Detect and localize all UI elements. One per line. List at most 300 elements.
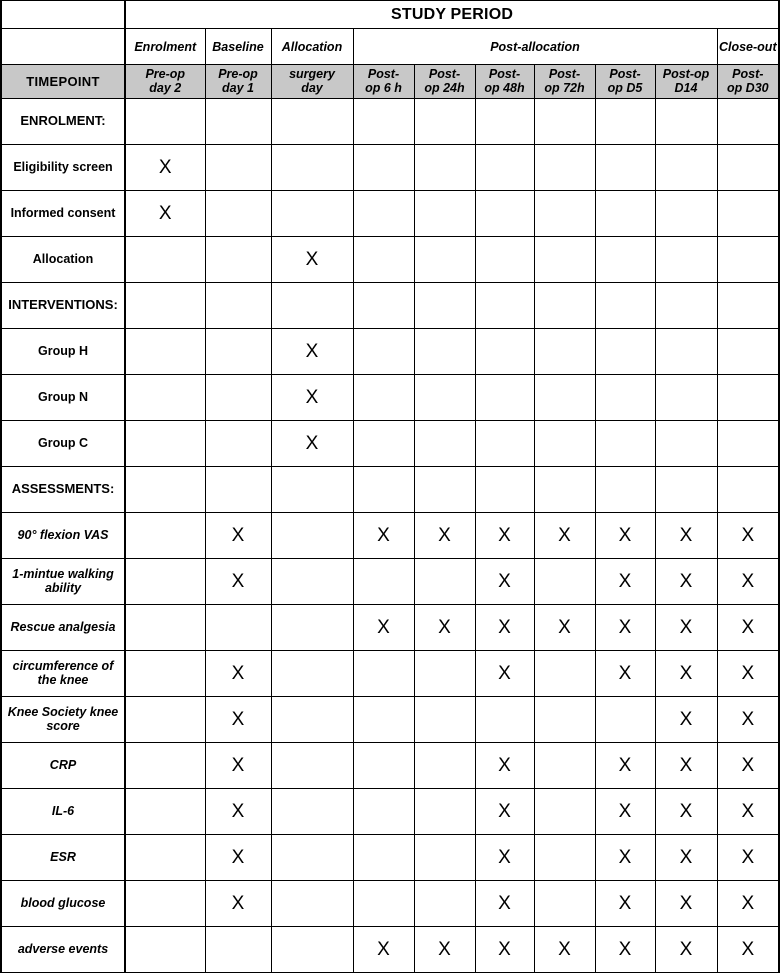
- schedule-mark-cell: [655, 927, 717, 973]
- x-mark: X: [498, 754, 511, 776]
- x-mark: X: [679, 616, 693, 638]
- schedule-cell: [271, 559, 353, 605]
- schedule-cell: [595, 145, 655, 191]
- x-mark: X: [231, 570, 245, 592]
- x-mark: X: [498, 570, 511, 592]
- schedule-mark-cell: [655, 697, 717, 743]
- schedule-cell: [125, 283, 205, 329]
- x-mark: X: [741, 754, 755, 776]
- x-mark: X: [679, 846, 693, 868]
- section-heading: ENROLMENT:: [1, 99, 125, 145]
- x-mark: X: [377, 616, 390, 638]
- x-mark: X: [498, 892, 511, 914]
- schedule-mark-cell: [475, 835, 534, 881]
- schedule-cell: [475, 283, 534, 329]
- schedule-cell: [125, 513, 205, 559]
- schedule-cell: [717, 191, 779, 237]
- schedule-cell: [595, 421, 655, 467]
- x-mark: X: [498, 846, 511, 868]
- table-row: [1, 513, 779, 559]
- x-mark: X: [618, 800, 632, 822]
- schedule-cell: [353, 421, 414, 467]
- study-period-title: STUDY PERIOD: [125, 1, 779, 29]
- schedule-mark-cell: [595, 559, 655, 605]
- schedule-cell: [353, 191, 414, 237]
- x-mark: X: [618, 570, 632, 592]
- timepoint-line2: op 24h: [424, 80, 465, 95]
- schedule-cell: [353, 329, 414, 375]
- x-mark: X: [231, 662, 245, 684]
- schedule-cell: [271, 743, 353, 789]
- timepoint-line1: Post-: [428, 67, 461, 81]
- x-mark: X: [741, 846, 755, 868]
- x-mark: X: [618, 524, 632, 546]
- schedule-cell: [125, 329, 205, 375]
- timepoint-line2: op D5: [607, 80, 643, 95]
- schedule-cell: [125, 651, 205, 697]
- schedule-cell: [205, 421, 271, 467]
- x-mark: X: [231, 708, 245, 730]
- row-label: IL-6: [1, 789, 125, 835]
- schedule-mark-cell: [655, 559, 717, 605]
- schedule-cell: [534, 835, 595, 881]
- schedule-cell: [655, 237, 717, 283]
- table-header: [1, 1, 779, 99]
- x-mark: X: [618, 846, 632, 868]
- timepoint-preop-day1: [205, 65, 271, 99]
- schedule-mark-cell: [475, 513, 534, 559]
- schedule-mark-cell: [414, 605, 475, 651]
- schedule-cell: [414, 467, 475, 513]
- x-mark: X: [377, 524, 390, 546]
- schedule-cell: [353, 835, 414, 881]
- x-mark: X: [679, 524, 693, 546]
- schedule-cell: [475, 421, 534, 467]
- timepoint-line2: op 6 h: [365, 80, 402, 95]
- schedule-mark-cell: [717, 743, 779, 789]
- timepoint-line1: Pre-op: [218, 67, 258, 81]
- table-row: [1, 697, 779, 743]
- table-row: [1, 421, 779, 467]
- timepoint-line1: Post-op: [662, 67, 710, 81]
- schedule-cell: [534, 329, 595, 375]
- schedule-mark-cell: [595, 513, 655, 559]
- schedule-mark-cell: [414, 513, 475, 559]
- schedule-cell: [655, 329, 717, 375]
- table-row: [1, 237, 779, 283]
- schedule-cell: [271, 789, 353, 835]
- schedule-mark-cell: [595, 927, 655, 973]
- timepoint-line1: Post-: [367, 67, 400, 81]
- timepoint-line2: day 1: [222, 80, 254, 95]
- timepoint-line2: op D30: [726, 80, 769, 95]
- schedule-cell: [534, 145, 595, 191]
- table-row: [1, 835, 779, 881]
- row-label: Group N: [1, 375, 125, 421]
- schedule-cell: [595, 237, 655, 283]
- schedule-cell: [271, 605, 353, 651]
- schedule-cell: [595, 191, 655, 237]
- timepoint-postop-d30: [717, 65, 779, 99]
- schedule-cell: [414, 283, 475, 329]
- timepoint-line1: surgery: [289, 67, 335, 81]
- schedule-mark-cell: [205, 697, 271, 743]
- schedule-cell: [475, 145, 534, 191]
- schedule-cell: [717, 237, 779, 283]
- schedule-cell: [125, 697, 205, 743]
- x-mark: X: [158, 202, 172, 224]
- schedule-cell: [271, 191, 353, 237]
- schedule-mark-cell: [655, 513, 717, 559]
- schedule-mark-cell: [205, 651, 271, 697]
- row-label: Allocation: [1, 237, 125, 283]
- schedule-cell: [414, 99, 475, 145]
- schedule-mark-cell: [534, 927, 595, 973]
- schedule-cell: [595, 329, 655, 375]
- schedule-cell: [534, 375, 595, 421]
- x-mark: X: [231, 800, 245, 822]
- schedule-mark-cell: [717, 835, 779, 881]
- schedule-cell: [475, 467, 534, 513]
- x-mark: X: [438, 616, 451, 638]
- phase-close-out: Close-out: [717, 29, 779, 65]
- schedule-cell: [475, 191, 534, 237]
- schedule-mark-cell: [717, 651, 779, 697]
- schedule-cell: [205, 237, 271, 283]
- timepoint-line1: Post-: [488, 67, 521, 81]
- schedule-cell: [655, 283, 717, 329]
- schedule-mark-cell: [655, 743, 717, 789]
- x-mark: X: [498, 938, 511, 960]
- x-mark: X: [679, 800, 693, 822]
- schedule-cell: [353, 697, 414, 743]
- schedule-cell: [205, 605, 271, 651]
- schedule-cell: [205, 283, 271, 329]
- schedule-cell: [414, 651, 475, 697]
- phase-post-allocation: Post-allocation: [353, 29, 717, 65]
- x-mark: X: [377, 938, 390, 960]
- timepoint-line2: day 2: [149, 80, 182, 95]
- schedule-cell: [205, 467, 271, 513]
- phase-baseline: Baseline: [205, 29, 271, 65]
- schedule-mark-cell: [475, 881, 534, 927]
- x-mark: X: [305, 248, 319, 270]
- schedule-cell: [414, 743, 475, 789]
- schedule-cell: [717, 375, 779, 421]
- schedule-cell: [655, 467, 717, 513]
- schedule-mark-cell: [271, 375, 353, 421]
- schedule-cell: [271, 697, 353, 743]
- table-row: [1, 145, 779, 191]
- schedule-cell: [125, 743, 205, 789]
- x-mark: X: [498, 616, 511, 638]
- schedule-cell: [414, 421, 475, 467]
- schedule-cell: [414, 789, 475, 835]
- x-mark: X: [741, 800, 755, 822]
- schedule-cell: [353, 375, 414, 421]
- schedule-mark-cell: [595, 881, 655, 927]
- schedule-cell: [205, 145, 271, 191]
- timepoint-row: [1, 65, 779, 99]
- schedule-cell: [534, 789, 595, 835]
- schedule-cell: [205, 329, 271, 375]
- schedule-cell: [353, 283, 414, 329]
- x-mark: X: [498, 662, 511, 684]
- schedule-mark-cell: [414, 927, 475, 973]
- schedule-cell: [271, 513, 353, 559]
- x-mark: X: [498, 800, 511, 822]
- schedule-cell: [534, 191, 595, 237]
- schedule-cell: [534, 697, 595, 743]
- x-mark: X: [438, 938, 451, 960]
- timepoint-line1: Post-: [732, 67, 764, 81]
- schedule-cell: [125, 421, 205, 467]
- schedule-cell: [205, 375, 271, 421]
- schedule-cell: [655, 145, 717, 191]
- table-body: [1, 99, 779, 973]
- schedule-cell: [353, 467, 414, 513]
- x-mark: X: [558, 616, 571, 638]
- schedule-mark-cell: [205, 513, 271, 559]
- x-mark: X: [231, 524, 245, 546]
- x-mark: X: [741, 616, 755, 638]
- row-label: CRP: [1, 743, 125, 789]
- section-heading-row: [1, 99, 779, 145]
- x-mark: X: [231, 754, 245, 776]
- phase-enrolment: Enrolment: [125, 29, 205, 65]
- schedule-cell: [717, 467, 779, 513]
- phase-row: [1, 29, 779, 65]
- schedule-mark-cell: [205, 743, 271, 789]
- timepoint-postop-72h: [534, 65, 595, 99]
- timepoint-line2: day: [301, 80, 323, 95]
- x-mark: X: [741, 570, 755, 592]
- x-mark: X: [741, 892, 755, 914]
- x-mark: X: [618, 662, 632, 684]
- timepoint-line2: op 72h: [544, 80, 585, 95]
- schedule-cell: [271, 283, 353, 329]
- schedule-cell: [717, 421, 779, 467]
- schedule-mark-cell: [717, 605, 779, 651]
- schedule-mark-cell: [595, 743, 655, 789]
- schedule-mark-cell: [595, 789, 655, 835]
- table-row: [1, 375, 779, 421]
- schedule-cell: [595, 99, 655, 145]
- x-mark: X: [438, 524, 451, 546]
- schedule-cell: [125, 559, 205, 605]
- timepoint-line1: Post-: [609, 67, 641, 81]
- timepoint-header-label: TIMEPOINT: [1, 65, 125, 99]
- schedule-mark-cell: [205, 835, 271, 881]
- row-label: circumference of the knee: [1, 651, 125, 697]
- schedule-cell: [475, 375, 534, 421]
- schedule-cell: [595, 697, 655, 743]
- schedule-cell: [353, 789, 414, 835]
- schedule-cell: [271, 145, 353, 191]
- schedule-cell: [271, 881, 353, 927]
- schedule-cell: [534, 467, 595, 513]
- timepoint-postop-d14: [655, 65, 717, 99]
- table-row: [1, 881, 779, 927]
- schedule-mark-cell: [534, 513, 595, 559]
- timepoint-line1: Pre-op: [145, 67, 186, 81]
- schedule-cell: [205, 927, 271, 973]
- schedule-cell: [534, 421, 595, 467]
- schedule-cell: [414, 145, 475, 191]
- x-mark: X: [741, 708, 755, 730]
- schedule-cell: [271, 99, 353, 145]
- section-heading: ASSESSMENTS:: [1, 467, 125, 513]
- schedule-cell: [353, 99, 414, 145]
- x-mark: X: [231, 892, 245, 914]
- schedule-cell: [534, 881, 595, 927]
- schedule-mark-cell: [655, 835, 717, 881]
- schedule-cell: [353, 651, 414, 697]
- table-row: [1, 329, 779, 375]
- x-mark: X: [679, 570, 693, 592]
- schedule-cell: [655, 99, 717, 145]
- section-heading-row: [1, 467, 779, 513]
- schedule-mark-cell: [353, 513, 414, 559]
- row-label: Group C: [1, 421, 125, 467]
- schedule-cell: [534, 283, 595, 329]
- schedule-mark-cell: [717, 881, 779, 927]
- row-label: Knee Society knee score: [1, 697, 125, 743]
- x-mark: X: [618, 892, 632, 914]
- schedule-mark-cell: [655, 881, 717, 927]
- timepoint-postop-24h: [414, 65, 475, 99]
- schedule-mark-cell: [205, 881, 271, 927]
- x-mark: X: [618, 616, 632, 638]
- schedule-cell: [534, 743, 595, 789]
- x-mark: X: [618, 754, 632, 776]
- schedule-cell: [271, 467, 353, 513]
- schedule-mark-cell: [655, 789, 717, 835]
- schedule-cell: [125, 467, 205, 513]
- row-label: adverse events: [1, 927, 125, 973]
- section-heading: INTERVENTIONS:: [1, 283, 125, 329]
- timepoint-line2: op 48h: [484, 80, 525, 95]
- schedule-cell: [125, 375, 205, 421]
- schedule-mark-cell: [125, 145, 205, 191]
- x-mark: X: [679, 892, 693, 914]
- schedule-cell: [534, 651, 595, 697]
- table-row: [1, 743, 779, 789]
- schedule-mark-cell: [595, 651, 655, 697]
- schedule-cell: [271, 651, 353, 697]
- row-label: Eligibility screen: [1, 145, 125, 191]
- schedule-cell: [353, 881, 414, 927]
- study-period-row: [1, 1, 779, 29]
- schedule-mark-cell: [717, 513, 779, 559]
- schedule-mark-cell: [717, 559, 779, 605]
- x-mark: X: [741, 662, 755, 684]
- x-mark: X: [305, 386, 319, 408]
- timepoint-preop-day2: [125, 65, 205, 99]
- timepoint-postop-6h: [353, 65, 414, 99]
- schedule-mark-cell: [717, 789, 779, 835]
- table-row: [1, 927, 779, 973]
- row-label: 90° flexion VAS: [1, 513, 125, 559]
- schedule-cell: [595, 283, 655, 329]
- row-label: 1-mintue walking ability: [1, 559, 125, 605]
- x-mark: X: [679, 938, 693, 960]
- x-mark: X: [305, 340, 319, 362]
- x-mark: X: [231, 846, 245, 868]
- x-mark: X: [558, 938, 571, 960]
- schedule-cell: [353, 559, 414, 605]
- schedule-mark-cell: [271, 329, 353, 375]
- phase-row-blank: [1, 29, 125, 65]
- schedule-cell: [125, 789, 205, 835]
- section-heading-row: [1, 283, 779, 329]
- schedule-cell: [717, 99, 779, 145]
- schedule-mark-cell: [353, 605, 414, 651]
- x-mark: X: [498, 524, 511, 546]
- x-mark: X: [741, 524, 755, 546]
- schedule-cell: [655, 191, 717, 237]
- schedule-mark-cell: [475, 605, 534, 651]
- x-mark: X: [679, 754, 693, 776]
- schedule-mark-cell: [655, 651, 717, 697]
- table-row: [1, 559, 779, 605]
- schedule-cell: [414, 881, 475, 927]
- schedule-mark-cell: [205, 559, 271, 605]
- schedule-cell: [125, 605, 205, 651]
- schedule-cell: [717, 145, 779, 191]
- schedule-cell: [475, 697, 534, 743]
- schedule-cell: [414, 697, 475, 743]
- timepoint-surgery-day: [271, 65, 353, 99]
- schedule-cell: [655, 375, 717, 421]
- schedule-cell: [414, 835, 475, 881]
- schedule-mark-cell: [655, 605, 717, 651]
- schedule-mark-cell: [534, 605, 595, 651]
- row-label: Informed consent: [1, 191, 125, 237]
- table-row: [1, 191, 779, 237]
- schedule-cell: [205, 191, 271, 237]
- schedule-cell: [125, 927, 205, 973]
- schedule-mark-cell: [595, 605, 655, 651]
- schedule-mark-cell: [475, 927, 534, 973]
- schedule-mark-cell: [271, 237, 353, 283]
- schedule-cell: [655, 421, 717, 467]
- schedule-cell: [534, 559, 595, 605]
- schedule-mark-cell: [595, 835, 655, 881]
- schedule-cell: [125, 237, 205, 283]
- schedule-cell: [534, 99, 595, 145]
- timepoint-line1: Post-: [548, 67, 581, 81]
- row-label: Rescue analgesia: [1, 605, 125, 651]
- schedule-cell: [475, 329, 534, 375]
- schedule-mark-cell: [475, 559, 534, 605]
- schedule-cell: [125, 99, 205, 145]
- x-mark: X: [558, 524, 571, 546]
- x-mark: X: [305, 432, 319, 454]
- corner-cell-blank: [1, 1, 125, 29]
- schedule-cell: [717, 329, 779, 375]
- x-mark: X: [158, 156, 172, 178]
- schedule-cell: [271, 835, 353, 881]
- schedule-cell: [125, 881, 205, 927]
- timepoint-line2: D14: [674, 80, 698, 95]
- schedule-mark-cell: [475, 743, 534, 789]
- schedule-cell: [414, 329, 475, 375]
- table-row: [1, 651, 779, 697]
- schedule-mark-cell: [475, 789, 534, 835]
- schedule-cell: [414, 559, 475, 605]
- schedule-mark-cell: [475, 651, 534, 697]
